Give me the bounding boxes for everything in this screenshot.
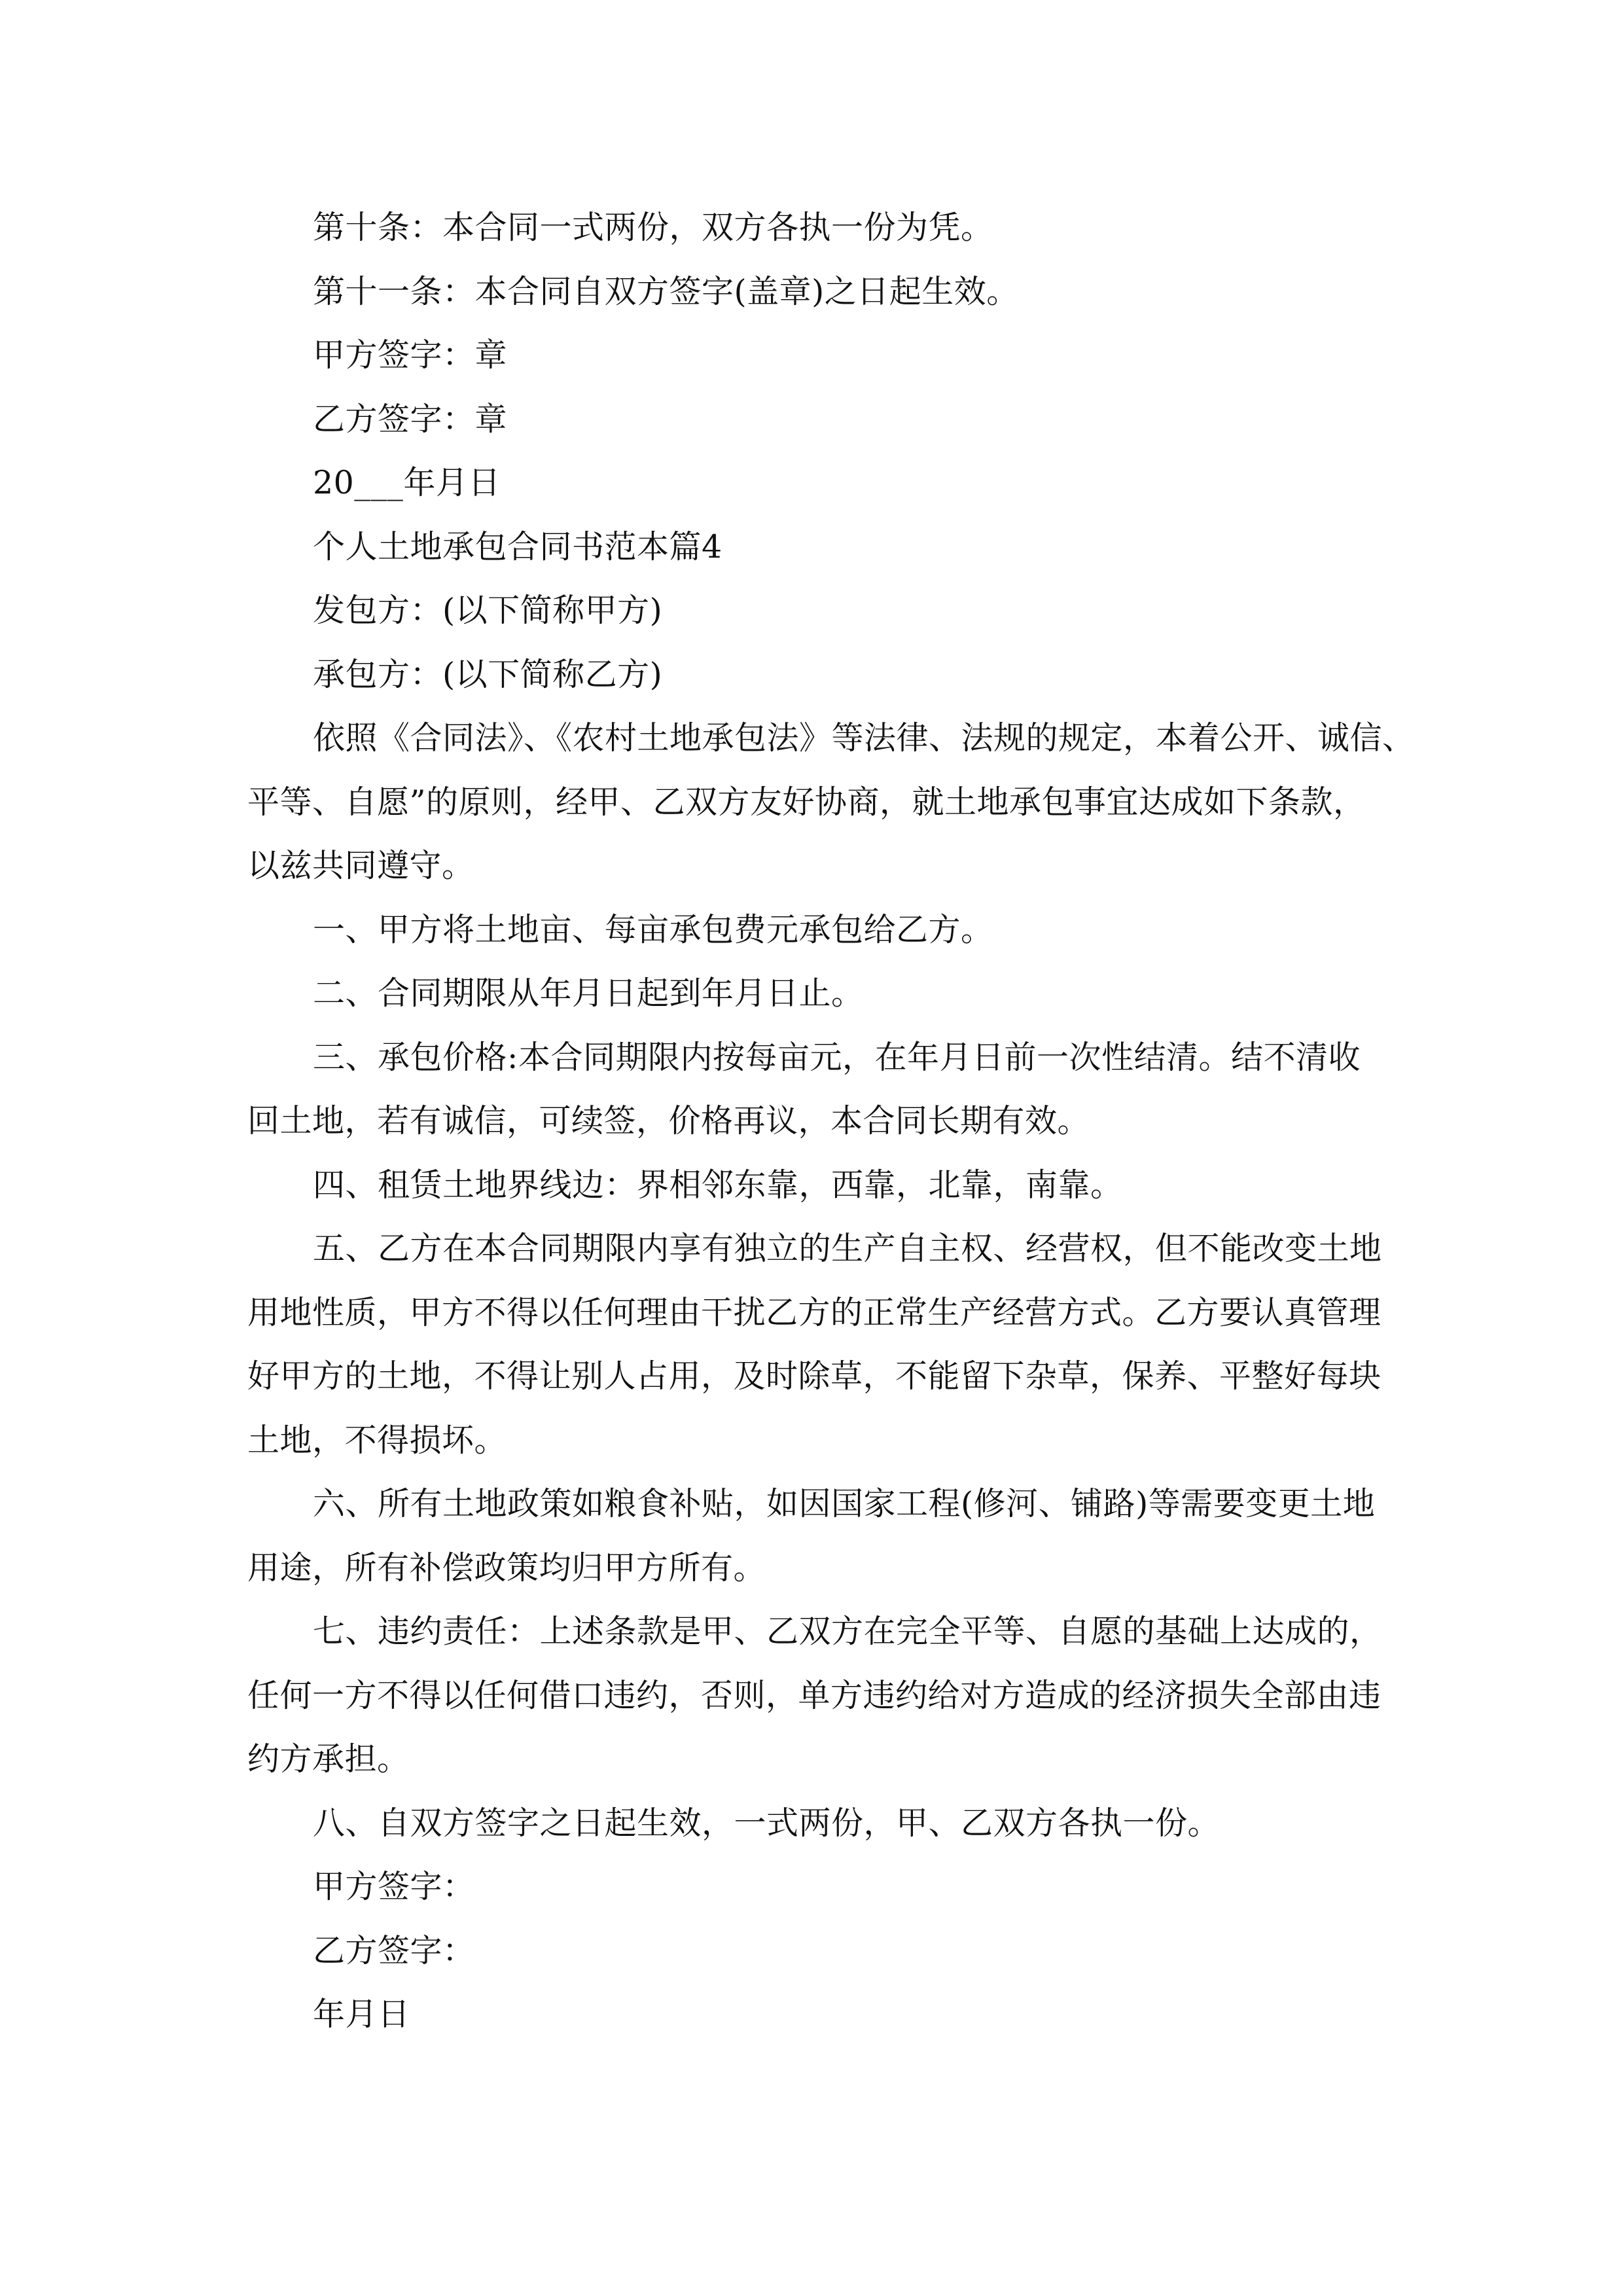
preamble-line: 依照《合同法》、《农村土地承包法》等法律、法规的规定，本着公开、诚信、 — [313, 719, 1415, 757]
clause-4: 四、租赁土地界线边：界相邻东靠，西靠，北靠，南靠。 — [313, 1166, 1123, 1204]
clause-7-cont: 约方承担。 — [247, 1740, 410, 1778]
article-11: 第十一条：本合同自双方签字(盖章)之日起生效。 — [313, 273, 1019, 310]
section-title: 个人土地承包合同书范本篇4 — [313, 528, 722, 565]
article-10: 第十条：本合同一式两份，双方各执一份为凭。 — [313, 209, 993, 246]
preamble-line: 以兹共同遵守。 — [247, 847, 474, 884]
preamble-line: 平等、自愿”的原则，经甲、乙双方友好协商，就土地承包事宜达成如下条款， — [247, 783, 1366, 821]
contractor-line: 承包方：(以下简称乙方) — [313, 656, 663, 693]
employer-line: 发包方：(以下简称甲方) — [313, 592, 663, 629]
party-b-signature-2: 乙方签字： — [313, 1932, 475, 1969]
date-line-2: 年月日 — [313, 1996, 410, 2033]
clause-5-cont: 用地性质，甲方不得以任何理由干扰乙方的正常生产经营方式。乙方要认真管理 — [247, 1294, 1382, 1331]
clause-5-cont: 土地，不得损坏。 — [247, 1422, 507, 1459]
clause-5-cont: 好甲方的土地，不得让别人占用，及时除草，不能留下杂草，保养、平整好每块 — [247, 1357, 1382, 1395]
clause-2: 二、合同期限从年月日起到年月日止。 — [313, 975, 864, 1012]
clause-3-cont: 回土地，若有诚信，可续签，价格再议，本合同长期有效。 — [247, 1102, 1090, 1139]
date-line: 20___年月日 — [313, 464, 501, 501]
party-b-signature: 乙方签字：章 — [313, 401, 508, 438]
clause-7: 七、违约责任：上述条款是甲、乙双方在完全平等、自愿的基础上达成的， — [313, 1613, 1382, 1650]
clause-6-cont: 用途，所有补偿政策均归甲方所有。 — [247, 1549, 766, 1587]
clause-3: 三、承包价格:本合同期限内按每亩元，在年月日前一次性结清。结不清收 — [313, 1039, 1361, 1076]
party-a-signature: 甲方签字：章 — [313, 336, 508, 374]
clause-6: 六、所有土地政策如粮食补贴，如因国家工程(修河、铺路)等需要变更土地 — [313, 1485, 1376, 1522]
clause-5: 五、乙方在本合同期限内享有独立的生产自主权、经营权，但不能改变土地 — [313, 1230, 1382, 1267]
clause-7-cont: 任何一方不得以任何借口违约，否则，单方违约给对方造成的经济损失全部由违 — [247, 1677, 1382, 1714]
clause-1: 一、甲方将土地亩、每亩承包费元承包给乙方。 — [313, 911, 993, 948]
party-a-signature-2: 甲方签字： — [313, 1868, 475, 1905]
clause-8: 八、自双方签字之日起生效，一式两份，甲、乙双方各执一份。 — [313, 1804, 1221, 1842]
